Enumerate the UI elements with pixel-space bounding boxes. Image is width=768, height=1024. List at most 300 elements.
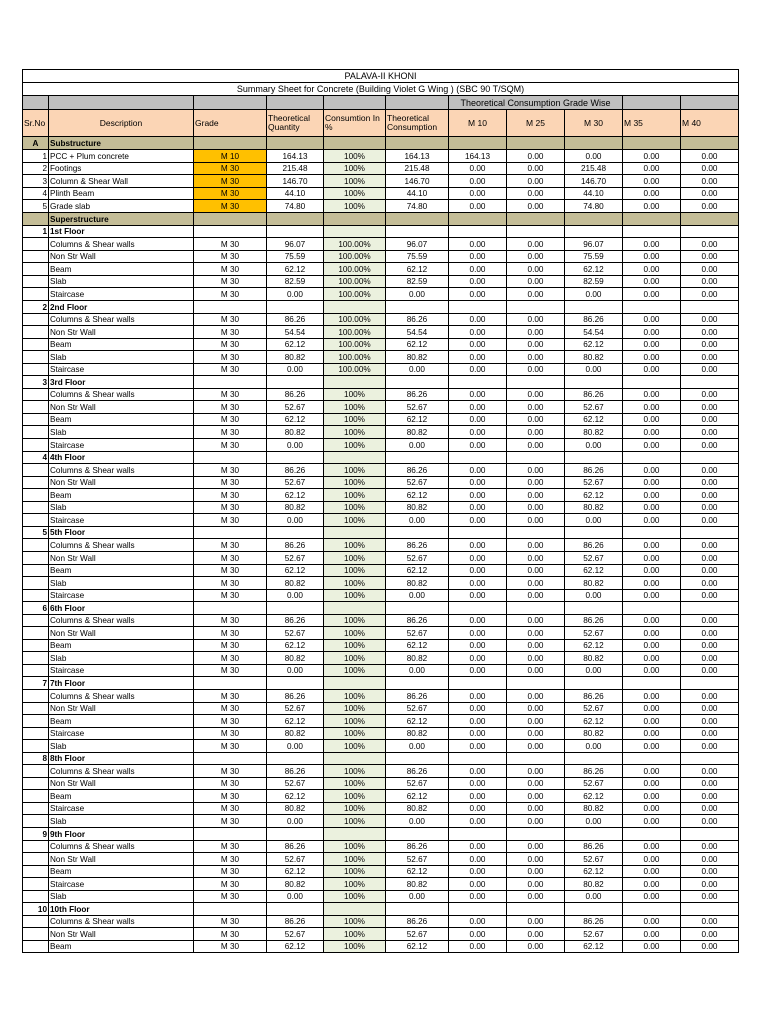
consumption-pct-cell: 100% [324, 539, 386, 552]
m30-value-cell: 62.12 [565, 263, 623, 276]
m30-value-cell: 96.07 [565, 238, 623, 251]
floor-number-cell: 10 [23, 903, 49, 916]
description-cell: Non Str Wall [49, 928, 194, 941]
blank-cell [507, 677, 565, 690]
description-cell: Columns & Shear walls [49, 313, 194, 326]
grade-cell: M 30 [194, 200, 267, 213]
consumption-pct-cell: 100% [324, 652, 386, 665]
table-row [23, 363, 739, 376]
m35-value-cell: 0.00 [623, 664, 681, 677]
blank-cell [449, 225, 507, 238]
floor-name-cell: 8th Floor [49, 752, 194, 765]
section-title: Superstructure [49, 212, 194, 225]
blank-cell [194, 827, 267, 840]
m10-value-cell: 164.13 [449, 150, 507, 163]
blank-cell [565, 301, 623, 314]
theoretical-quantity-cell: 62.12 [267, 790, 324, 803]
floor-name-cell: 4th Floor [49, 451, 194, 464]
description-cell: Columns & Shear walls [49, 388, 194, 401]
table-row [23, 175, 739, 188]
m10-value-cell: 0.00 [449, 162, 507, 175]
row-number-cell [23, 639, 49, 652]
theoretical-consumption-cell: 80.82 [386, 727, 449, 740]
m10-value-cell: 0.00 [449, 940, 507, 953]
grade-cell: M 30 [194, 313, 267, 326]
theoretical-consumption-cell: 80.82 [386, 577, 449, 590]
blank-cell [194, 677, 267, 690]
theoretical-quantity-cell: 52.67 [267, 702, 324, 715]
header-m35: M 35 [623, 110, 681, 137]
blank-cell [565, 827, 623, 840]
m25-value-cell: 0.00 [507, 426, 565, 439]
consumption-pct-cell: 100% [324, 689, 386, 702]
row-number-cell [23, 551, 49, 564]
m30-value-cell: 75.59 [565, 250, 623, 263]
m10-value-cell: 0.00 [449, 175, 507, 188]
m25-value-cell: 0.00 [507, 639, 565, 652]
m25-value-cell: 0.00 [507, 589, 565, 602]
row-number-cell [23, 577, 49, 590]
m35-value-cell: 0.00 [623, 551, 681, 564]
m25-value-cell: 0.00 [507, 740, 565, 753]
theoretical-consumption-cell: 62.12 [386, 263, 449, 276]
description-cell: Non Str Wall [49, 627, 194, 640]
m40-value-cell: 0.00 [681, 614, 739, 627]
grade-cell: M 30 [194, 614, 267, 627]
grade-cell: M 30 [194, 664, 267, 677]
theoretical-quantity-cell: 86.26 [267, 539, 324, 552]
consumption-pct-cell: 100% [324, 664, 386, 677]
m40-value-cell: 0.00 [681, 689, 739, 702]
m35-value-cell: 0.00 [623, 413, 681, 426]
m40-value-cell: 0.00 [681, 928, 739, 941]
m10-value-cell: 0.00 [449, 639, 507, 652]
grade-cell: M 30 [194, 413, 267, 426]
consumption-pct-cell: 100% [324, 878, 386, 891]
description-cell: Beam [49, 639, 194, 652]
grade-cell: M 30 [194, 652, 267, 665]
blank-cell [386, 677, 449, 690]
floor-number-cell: 7 [23, 677, 49, 690]
blank-cell [565, 212, 623, 225]
description-cell: Columns & Shear walls [49, 840, 194, 853]
m40-value-cell: 0.00 [681, 915, 739, 928]
blank-cell [324, 903, 386, 916]
blank-cell [565, 526, 623, 539]
m35-value-cell: 0.00 [623, 426, 681, 439]
description-cell: Columns & Shear walls [49, 539, 194, 552]
floor-header-row [23, 903, 739, 916]
blank-cell [681, 526, 739, 539]
m10-value-cell: 0.00 [449, 928, 507, 941]
m25-value-cell: 0.00 [507, 940, 565, 953]
theoretical-quantity-cell: 86.26 [267, 915, 324, 928]
description-cell: Beam [49, 790, 194, 803]
row-number-cell [23, 878, 49, 891]
blank-cell [267, 526, 324, 539]
m35-value-cell: 0.00 [623, 702, 681, 715]
m30-value-cell: 80.82 [565, 652, 623, 665]
m10-value-cell: 0.00 [449, 539, 507, 552]
section-substructure [23, 137, 739, 150]
blank-cell [623, 212, 681, 225]
m30-value-cell: 52.67 [565, 627, 623, 640]
m30-value-cell: 80.82 [565, 577, 623, 590]
blank-cell [507, 451, 565, 464]
m25-value-cell: 0.00 [507, 614, 565, 627]
m40-value-cell: 0.00 [681, 263, 739, 276]
m10-value-cell: 0.00 [449, 915, 507, 928]
section-code: A [23, 137, 49, 150]
m40-value-cell: 0.00 [681, 351, 739, 364]
blank-cell [681, 752, 739, 765]
m40-value-cell: 0.00 [681, 639, 739, 652]
m35-value-cell: 0.00 [623, 501, 681, 514]
floor-number-cell: 4 [23, 451, 49, 464]
blank-cell [681, 301, 739, 314]
theoretical-consumption-cell: 215.48 [386, 162, 449, 175]
description-cell: Slab [49, 652, 194, 665]
m40-value-cell: 0.00 [681, 840, 739, 853]
description-cell: Slab [49, 426, 194, 439]
m25-value-cell: 0.00 [507, 878, 565, 891]
header-consumption-pct: Consumtion In % [324, 110, 386, 137]
m10-value-cell: 0.00 [449, 577, 507, 590]
m30-value-cell: 62.12 [565, 940, 623, 953]
blank-cell [194, 526, 267, 539]
header-m40: M 40 [681, 110, 739, 137]
blank-cell [23, 212, 49, 225]
description-cell: Columns & Shear walls [49, 915, 194, 928]
row-number-cell [23, 589, 49, 602]
theoretical-consumption-cell: 80.82 [386, 878, 449, 891]
floor-number-cell: 9 [23, 827, 49, 840]
theoretical-consumption-cell: 86.26 [386, 539, 449, 552]
m40-value-cell: 0.00 [681, 853, 739, 866]
m25-value-cell: 0.00 [507, 326, 565, 339]
m25-value-cell: 0.00 [507, 351, 565, 364]
description-cell: Non Str Wall [49, 702, 194, 715]
blank-cell [449, 451, 507, 464]
header-grade: Grade [194, 110, 267, 137]
theoretical-quantity-cell: 62.12 [267, 715, 324, 728]
blank-cell [565, 903, 623, 916]
theoretical-consumption-cell: 52.67 [386, 928, 449, 941]
theoretical-consumption-cell: 86.26 [386, 464, 449, 477]
theoretical-consumption-cell: 0.00 [386, 514, 449, 527]
m25-value-cell: 0.00 [507, 514, 565, 527]
theoretical-quantity-cell: 52.67 [267, 928, 324, 941]
m10-value-cell: 0.00 [449, 401, 507, 414]
m40-value-cell: 0.00 [681, 476, 739, 489]
blank-cell [267, 225, 324, 238]
m30-value-cell: 80.82 [565, 802, 623, 815]
description-cell: Staircase [49, 439, 194, 452]
band-blank [194, 96, 267, 110]
blank-cell [324, 752, 386, 765]
description-cell: Columns & Shear walls [49, 614, 194, 627]
band-blank [267, 96, 324, 110]
grade-cell: M 30 [194, 928, 267, 941]
m35-value-cell: 0.00 [623, 250, 681, 263]
concrete-summary-table [22, 69, 739, 953]
theoretical-quantity-cell: 86.26 [267, 388, 324, 401]
m35-value-cell: 0.00 [623, 150, 681, 163]
grade-cell: M 30 [194, 426, 267, 439]
m40-value-cell: 0.00 [681, 275, 739, 288]
grade-cell: M 30 [194, 740, 267, 753]
m35-value-cell: 0.00 [623, 288, 681, 301]
table-row [23, 539, 739, 552]
theoretical-quantity-cell: 52.67 [267, 853, 324, 866]
m40-value-cell: 0.00 [681, 539, 739, 552]
grade-cell: M 30 [194, 162, 267, 175]
description-cell: Staircase [49, 288, 194, 301]
theoretical-quantity-cell: 82.59 [267, 275, 324, 288]
blank-cell [267, 752, 324, 765]
m40-value-cell: 0.00 [681, 413, 739, 426]
row-number-cell [23, 238, 49, 251]
m35-value-cell: 0.00 [623, 263, 681, 276]
m30-value-cell: 62.12 [565, 413, 623, 426]
consumption-pct-cell: 100% [324, 865, 386, 878]
theoretical-consumption-cell: 62.12 [386, 564, 449, 577]
row-number-cell: 3 [23, 175, 49, 188]
floor-header-row [23, 225, 739, 238]
floor-number-cell: 8 [23, 752, 49, 765]
blank-cell [267, 677, 324, 690]
consumption-pct-cell: 100% [324, 790, 386, 803]
blank-cell [449, 526, 507, 539]
blank-cell [449, 903, 507, 916]
m35-value-cell: 0.00 [623, 853, 681, 866]
row-number-cell [23, 740, 49, 753]
m10-value-cell: 0.00 [449, 551, 507, 564]
theoretical-consumption-cell: 86.26 [386, 689, 449, 702]
m30-value-cell: 0.00 [565, 664, 623, 677]
theoretical-quantity-cell: 86.26 [267, 614, 324, 627]
consumption-pct-cell: 100% [324, 702, 386, 715]
consumption-pct-cell: 100.00% [324, 313, 386, 326]
m35-value-cell: 0.00 [623, 313, 681, 326]
description-cell: Slab [49, 351, 194, 364]
theoretical-quantity-cell: 164.13 [267, 150, 324, 163]
blank-cell [194, 225, 267, 238]
blank-cell [623, 602, 681, 615]
theoretical-quantity-cell: 62.12 [267, 564, 324, 577]
blank-cell [267, 212, 324, 225]
grade-cell: M 30 [194, 275, 267, 288]
description-cell: Footings [49, 162, 194, 175]
theoretical-quantity-cell: 86.26 [267, 689, 324, 702]
theoretical-consumption-cell: 52.67 [386, 551, 449, 564]
blank-cell [267, 376, 324, 389]
theoretical-consumption-cell: 0.00 [386, 439, 449, 452]
blank-cell [681, 212, 739, 225]
row-number-cell: 5 [23, 200, 49, 213]
band-blank [23, 96, 49, 110]
blank-cell [681, 677, 739, 690]
theoretical-consumption-cell: 146.70 [386, 175, 449, 188]
m35-value-cell: 0.00 [623, 476, 681, 489]
m35-value-cell: 0.00 [623, 162, 681, 175]
m35-value-cell: 0.00 [623, 614, 681, 627]
table-row [23, 915, 739, 928]
m25-value-cell: 0.00 [507, 439, 565, 452]
blank-cell [449, 376, 507, 389]
blank-cell [507, 137, 565, 150]
consumption-pct-cell: 100% [324, 765, 386, 778]
consumption-pct-cell: 100% [324, 639, 386, 652]
row-number-cell [23, 815, 49, 828]
m30-value-cell: 74.80 [565, 200, 623, 213]
row-number-cell [23, 664, 49, 677]
m35-value-cell: 0.00 [623, 464, 681, 477]
table-row [23, 928, 739, 941]
table-row [23, 564, 739, 577]
blank-cell [507, 301, 565, 314]
table-row [23, 238, 739, 251]
m35-value-cell: 0.00 [623, 928, 681, 941]
grade-cell: M 30 [194, 878, 267, 891]
m25-value-cell: 0.00 [507, 501, 565, 514]
grade-cell: M 30 [194, 840, 267, 853]
theoretical-consumption-cell: 82.59 [386, 275, 449, 288]
blank-cell [507, 827, 565, 840]
table-row [23, 476, 739, 489]
theoretical-consumption-cell: 86.26 [386, 840, 449, 853]
description-cell: Column & Shear Wall [49, 175, 194, 188]
header-m30: M 30 [565, 110, 623, 137]
row-number-cell [23, 439, 49, 452]
column-header-row [23, 110, 739, 137]
blank-cell [623, 451, 681, 464]
theoretical-consumption-cell: 74.80 [386, 200, 449, 213]
m25-value-cell: 0.00 [507, 150, 565, 163]
theoretical-consumption-cell: 52.67 [386, 853, 449, 866]
description-cell: Beam [49, 865, 194, 878]
theoretical-quantity-cell: 80.82 [267, 727, 324, 740]
theoretical-consumption-cell: 80.82 [386, 802, 449, 815]
consumption-pct-cell: 100% [324, 740, 386, 753]
m25-value-cell: 0.00 [507, 865, 565, 878]
theoretical-consumption-cell: 62.12 [386, 940, 449, 953]
blank-cell [507, 376, 565, 389]
description-cell: Staircase [49, 363, 194, 376]
m40-value-cell: 0.00 [681, 865, 739, 878]
m30-value-cell: 80.82 [565, 727, 623, 740]
m10-value-cell: 0.00 [449, 200, 507, 213]
theoretical-quantity-cell: 52.67 [267, 627, 324, 640]
theoretical-quantity-cell: 0.00 [267, 890, 324, 903]
blank-cell [681, 137, 739, 150]
theoretical-quantity-cell: 86.26 [267, 840, 324, 853]
theoretical-quantity-cell: 0.00 [267, 664, 324, 677]
grade-cell: M 30 [194, 715, 267, 728]
table-row [23, 689, 739, 702]
grade-cell: M 30 [194, 802, 267, 815]
theoretical-quantity-cell: 146.70 [267, 175, 324, 188]
m25-value-cell: 0.00 [507, 539, 565, 552]
theoretical-quantity-cell: 80.82 [267, 652, 324, 665]
m40-value-cell: 0.00 [681, 150, 739, 163]
grade-cell: M 30 [194, 338, 267, 351]
m25-value-cell: 0.00 [507, 338, 565, 351]
theoretical-consumption-cell: 86.26 [386, 915, 449, 928]
row-number-cell [23, 853, 49, 866]
theoretical-consumption-cell: 0.00 [386, 363, 449, 376]
consumption-pct-cell: 100.00% [324, 275, 386, 288]
table-row [23, 815, 739, 828]
m10-value-cell: 0.00 [449, 426, 507, 439]
consumption-pct-cell: 100% [324, 715, 386, 728]
m10-value-cell: 0.00 [449, 727, 507, 740]
m25-value-cell: 0.00 [507, 263, 565, 276]
floor-header-row [23, 526, 739, 539]
blank-cell [449, 212, 507, 225]
table-row [23, 439, 739, 452]
theoretical-consumption-cell: 80.82 [386, 501, 449, 514]
floor-header-row [23, 301, 739, 314]
row-number-cell [23, 627, 49, 640]
blank-cell [324, 225, 386, 238]
m30-value-cell: 52.67 [565, 476, 623, 489]
m30-value-cell: 146.70 [565, 175, 623, 188]
m10-value-cell: 0.00 [449, 187, 507, 200]
blank-cell [324, 376, 386, 389]
theoretical-consumption-cell: 52.67 [386, 401, 449, 414]
row-number-cell [23, 614, 49, 627]
blank-cell [507, 752, 565, 765]
theoretical-quantity-cell: 62.12 [267, 639, 324, 652]
grade-cell: M 30 [194, 790, 267, 803]
consumption-pct-cell: 100% [324, 940, 386, 953]
grade-wise-band-label: Theoretical Consumption Grade Wise [449, 96, 623, 110]
blank-cell [681, 827, 739, 840]
header-srno: Sr.No [23, 110, 49, 137]
blank-cell [386, 376, 449, 389]
header-theoretical-consumption: Theoretical Consumption [386, 110, 449, 137]
consumption-pct-cell: 100% [324, 915, 386, 928]
consumption-pct-cell: 100.00% [324, 263, 386, 276]
floor-header-row [23, 827, 739, 840]
consumption-pct-cell: 100% [324, 890, 386, 903]
consumption-pct-cell: 100.00% [324, 351, 386, 364]
row-number-cell [23, 401, 49, 414]
m30-value-cell: 0.00 [565, 363, 623, 376]
m35-value-cell: 0.00 [623, 187, 681, 200]
m10-value-cell: 0.00 [449, 853, 507, 866]
table-row [23, 187, 739, 200]
theoretical-quantity-cell: 215.48 [267, 162, 324, 175]
theoretical-quantity-cell: 80.82 [267, 501, 324, 514]
grade-cell: M 30 [194, 589, 267, 602]
m25-value-cell: 0.00 [507, 727, 565, 740]
theoretical-consumption-cell: 62.12 [386, 865, 449, 878]
blank-cell [194, 451, 267, 464]
m10-value-cell: 0.00 [449, 413, 507, 426]
m40-value-cell: 0.00 [681, 288, 739, 301]
m10-value-cell: 0.00 [449, 815, 507, 828]
blank-cell [449, 677, 507, 690]
table-row [23, 777, 739, 790]
m40-value-cell: 0.00 [681, 439, 739, 452]
m35-value-cell: 0.00 [623, 363, 681, 376]
band-blank [623, 96, 681, 110]
m30-value-cell: 62.12 [565, 338, 623, 351]
m25-value-cell: 0.00 [507, 627, 565, 640]
theoretical-consumption-cell: 0.00 [386, 815, 449, 828]
